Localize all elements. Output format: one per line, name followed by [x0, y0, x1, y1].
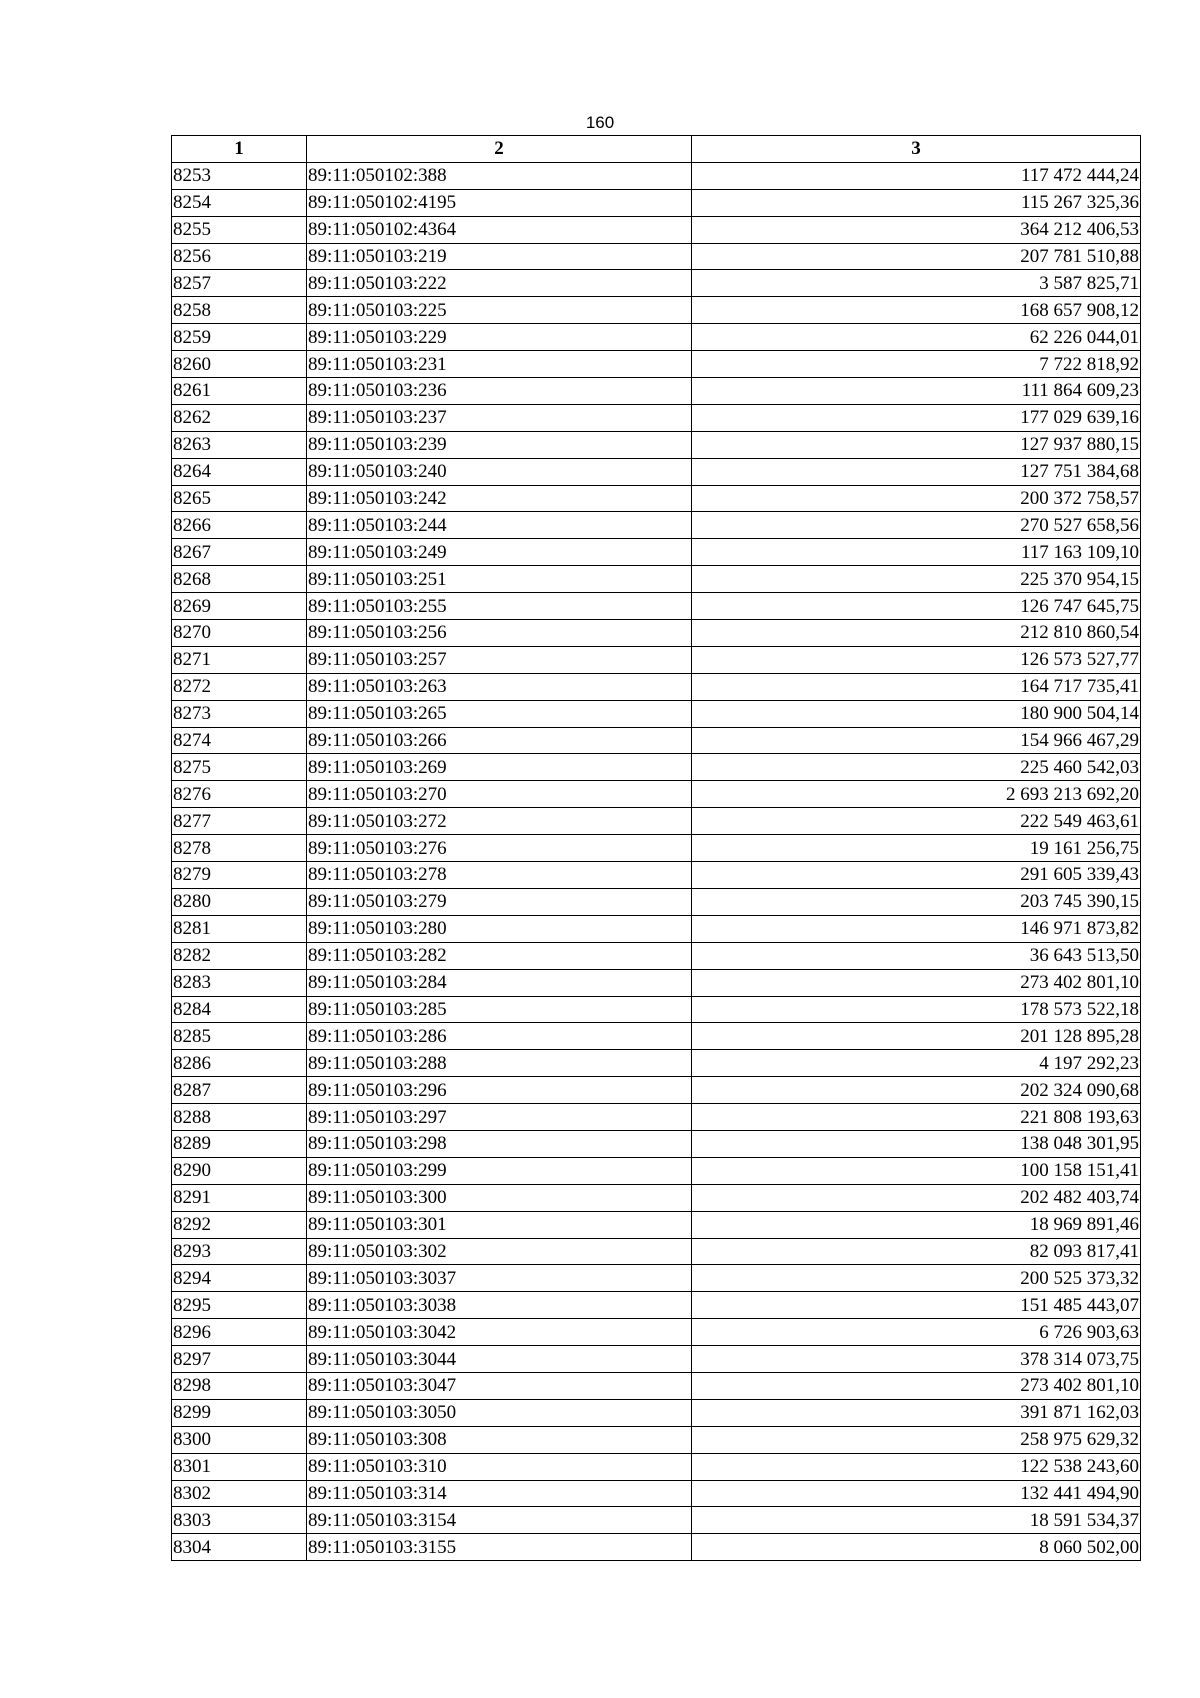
row-number-cell: 8284	[172, 996, 307, 1023]
cadastral-number-cell: 89:11:050103:237	[307, 404, 692, 431]
table-row	[172, 1507, 1141, 1534]
table-row	[172, 727, 1141, 754]
value-cell: 7 722 818,92	[692, 351, 1141, 378]
value-cell: 364 212 406,53	[692, 216, 1141, 243]
table-row	[172, 1534, 1141, 1561]
cadastral-number-cell: 89:11:050102:4364	[307, 216, 692, 243]
row-number-cell: 8304	[172, 1534, 307, 1561]
value-cell: 4 197 292,23	[692, 1050, 1141, 1077]
row-number-cell: 8274	[172, 727, 307, 754]
column-header-1: 1	[172, 136, 307, 163]
table-row	[172, 458, 1141, 485]
row-number-cell: 8285	[172, 1023, 307, 1050]
row-number-cell: 8302	[172, 1480, 307, 1507]
table-row	[172, 351, 1141, 378]
row-number-cell: 8255	[172, 216, 307, 243]
column-header-3: 3	[692, 136, 1141, 163]
cadastral-number-cell: 89:11:050103:285	[307, 996, 692, 1023]
row-number-cell: 8283	[172, 969, 307, 996]
row-number-cell: 8303	[172, 1507, 307, 1534]
value-cell: 212 810 860,54	[692, 620, 1141, 647]
value-cell: 82 093 817,41	[692, 1238, 1141, 1265]
cadastral-number-cell: 89:11:050103:308	[307, 1426, 692, 1453]
table-row	[172, 1346, 1141, 1373]
cadastral-number-cell: 89:11:050103:256	[307, 620, 692, 647]
value-cell: 115 267 325,36	[692, 189, 1141, 216]
value-cell: 19 161 256,75	[692, 835, 1141, 862]
table-row	[172, 189, 1141, 216]
value-cell: 117 163 109,10	[692, 539, 1141, 566]
table-row	[172, 1238, 1141, 1265]
table-row	[172, 1292, 1141, 1319]
cadastral-number-cell: 89:11:050103:222	[307, 270, 692, 297]
table-row	[172, 1453, 1141, 1480]
cadastral-number-cell: 89:11:050103:282	[307, 942, 692, 969]
table-row	[172, 888, 1141, 915]
value-cell: 221 808 193,63	[692, 1104, 1141, 1131]
row-number-cell: 8253	[172, 162, 307, 189]
table-row	[172, 808, 1141, 835]
cadastral-number-cell: 89:11:050103:278	[307, 862, 692, 889]
row-number-cell: 8268	[172, 566, 307, 593]
row-number-cell: 8282	[172, 942, 307, 969]
value-cell: 273 402 801,10	[692, 969, 1141, 996]
cadastral-number-cell: 89:11:050103:229	[307, 324, 692, 351]
value-cell: 122 538 243,60	[692, 1453, 1141, 1480]
cadastral-number-cell: 89:11:050103:3154	[307, 1507, 692, 1534]
table-row	[172, 1157, 1141, 1184]
table-row	[172, 216, 1141, 243]
cadastral-number-cell: 89:11:050103:242	[307, 485, 692, 512]
row-number-cell: 8257	[172, 270, 307, 297]
table-row	[172, 673, 1141, 700]
cadastral-number-cell: 89:11:050103:231	[307, 351, 692, 378]
registry-table	[171, 135, 1141, 1561]
cadastral-number-cell: 89:11:050103:299	[307, 1157, 692, 1184]
table-row	[172, 646, 1141, 673]
cadastral-number-cell: 89:11:050103:300	[307, 1184, 692, 1211]
table-row	[172, 915, 1141, 942]
row-number-cell: 8287	[172, 1077, 307, 1104]
cadastral-number-cell: 89:11:050103:270	[307, 781, 692, 808]
row-number-cell: 8263	[172, 431, 307, 458]
row-number-cell: 8269	[172, 593, 307, 620]
cadastral-number-cell: 89:11:050103:280	[307, 915, 692, 942]
table-row	[172, 593, 1141, 620]
table-row	[172, 162, 1141, 189]
value-cell: 168 657 908,12	[692, 297, 1141, 324]
cadastral-number-cell: 89:11:050103:266	[307, 727, 692, 754]
cadastral-number-cell: 89:11:050103:3047	[307, 1372, 692, 1399]
row-number-cell: 8259	[172, 324, 307, 351]
table-row	[172, 862, 1141, 889]
value-cell: 62 226 044,01	[692, 324, 1141, 351]
value-cell: 127 751 384,68	[692, 458, 1141, 485]
cadastral-number-cell: 89:11:050103:225	[307, 297, 692, 324]
cadastral-number-cell: 89:11:050103:3050	[307, 1399, 692, 1426]
table-row	[172, 566, 1141, 593]
table-row	[172, 969, 1141, 996]
value-cell: 100 158 151,41	[692, 1157, 1141, 1184]
row-number-cell: 8286	[172, 1050, 307, 1077]
table-row	[172, 1184, 1141, 1211]
table-body	[172, 162, 1141, 1560]
value-cell: 391 871 162,03	[692, 1399, 1141, 1426]
cadastral-number-cell: 89:11:050103:288	[307, 1050, 692, 1077]
value-cell: 203 745 390,15	[692, 888, 1141, 915]
table-row	[172, 1372, 1141, 1399]
table-row	[172, 1104, 1141, 1131]
row-number-cell: 8278	[172, 835, 307, 862]
row-number-cell: 8261	[172, 378, 307, 405]
cadastral-number-cell: 89:11:050103:298	[307, 1130, 692, 1157]
table-row	[172, 1426, 1141, 1453]
value-cell: 154 966 467,29	[692, 727, 1141, 754]
table-row	[172, 512, 1141, 539]
row-number-cell: 8298	[172, 1372, 307, 1399]
cadastral-number-cell: 89:11:050103:219	[307, 243, 692, 270]
row-number-cell: 8275	[172, 754, 307, 781]
value-cell: 36 643 513,50	[692, 942, 1141, 969]
value-cell: 222 549 463,61	[692, 808, 1141, 835]
row-number-cell: 8266	[172, 512, 307, 539]
table-header	[172, 136, 1141, 163]
value-cell: 258 975 629,32	[692, 1426, 1141, 1453]
cadastral-number-cell: 89:11:050103:3037	[307, 1265, 692, 1292]
value-cell: 291 605 339,43	[692, 862, 1141, 889]
row-number-cell: 8293	[172, 1238, 307, 1265]
value-cell: 126 573 527,77	[692, 646, 1141, 673]
table-row	[172, 1399, 1141, 1426]
cadastral-number-cell: 89:11:050103:3155	[307, 1534, 692, 1561]
value-cell: 225 370 954,15	[692, 566, 1141, 593]
row-number-cell: 8297	[172, 1346, 307, 1373]
cadastral-number-cell: 89:11:050103:314	[307, 1480, 692, 1507]
cadastral-number-cell: 89:11:050102:4195	[307, 189, 692, 216]
cadastral-number-cell: 89:11:050103:3042	[307, 1319, 692, 1346]
value-cell: 2 693 213 692,20	[692, 781, 1141, 808]
page-number: 160	[585, 113, 615, 132]
table-row	[172, 1265, 1141, 1292]
cadastral-number-cell: 89:11:050103:279	[307, 888, 692, 915]
table-row	[172, 754, 1141, 781]
cadastral-number-cell: 89:11:050103:265	[307, 700, 692, 727]
table-row	[172, 378, 1141, 405]
value-cell: 180 900 504,14	[692, 700, 1141, 727]
cadastral-number-cell: 89:11:050103:297	[307, 1104, 692, 1131]
value-cell: 151 485 443,07	[692, 1292, 1141, 1319]
row-number-cell: 8254	[172, 189, 307, 216]
cadastral-number-cell: 89:11:050103:302	[307, 1238, 692, 1265]
row-number-cell: 8294	[172, 1265, 307, 1292]
row-number-cell: 8262	[172, 404, 307, 431]
table-row	[172, 835, 1141, 862]
value-cell: 18 591 534,37	[692, 1507, 1141, 1534]
value-cell: 164 717 735,41	[692, 673, 1141, 700]
table-row	[172, 620, 1141, 647]
value-cell: 3 587 825,71	[692, 270, 1141, 297]
value-cell: 132 441 494,90	[692, 1480, 1141, 1507]
cadastral-number-cell: 89:11:050103:263	[307, 673, 692, 700]
cadastral-number-cell: 89:11:050103:269	[307, 754, 692, 781]
row-number-cell: 8299	[172, 1399, 307, 1426]
row-number-cell: 8272	[172, 673, 307, 700]
table-row	[172, 243, 1141, 270]
column-header-2: 2	[307, 136, 692, 163]
cadastral-number-cell: 89:11:050103:255	[307, 593, 692, 620]
cadastral-number-cell: 89:11:050103:251	[307, 566, 692, 593]
cadastral-number-cell: 89:11:050103:3038	[307, 1292, 692, 1319]
row-number-cell: 8271	[172, 646, 307, 673]
table-row	[172, 324, 1141, 351]
row-number-cell: 8290	[172, 1157, 307, 1184]
value-cell: 8 060 502,00	[692, 1534, 1141, 1561]
table-row	[172, 539, 1141, 566]
header-row	[172, 136, 1141, 163]
row-number-cell: 8270	[172, 620, 307, 647]
value-cell: 146 971 873,82	[692, 915, 1141, 942]
row-number-cell: 8295	[172, 1292, 307, 1319]
table-row	[172, 431, 1141, 458]
row-number-cell: 8265	[172, 485, 307, 512]
row-number-cell: 8296	[172, 1319, 307, 1346]
row-number-cell: 8280	[172, 888, 307, 915]
value-cell: 200 372 758,57	[692, 485, 1141, 512]
value-cell: 207 781 510,88	[692, 243, 1141, 270]
row-number-cell: 8291	[172, 1184, 307, 1211]
row-number-cell: 8289	[172, 1130, 307, 1157]
table-row	[172, 1211, 1141, 1238]
row-number-cell: 8292	[172, 1211, 307, 1238]
cadastral-number-cell: 89:11:050103:296	[307, 1077, 692, 1104]
value-cell: 201 128 895,28	[692, 1023, 1141, 1050]
row-number-cell: 8281	[172, 915, 307, 942]
value-cell: 18 969 891,46	[692, 1211, 1141, 1238]
cadastral-number-cell: 89:11:050103:236	[307, 378, 692, 405]
row-number-cell: 8256	[172, 243, 307, 270]
row-number-cell: 8279	[172, 862, 307, 889]
table-row	[172, 297, 1141, 324]
table-row	[172, 996, 1141, 1023]
cadastral-number-cell: 89:11:050103:276	[307, 835, 692, 862]
value-cell: 225 460 542,03	[692, 754, 1141, 781]
table-row	[172, 404, 1141, 431]
cadastral-number-cell: 89:11:050102:388	[307, 162, 692, 189]
cadastral-number-cell: 89:11:050103:3044	[307, 1346, 692, 1373]
table-row	[172, 1319, 1141, 1346]
cadastral-number-cell: 89:11:050103:310	[307, 1453, 692, 1480]
cadastral-number-cell: 89:11:050103:239	[307, 431, 692, 458]
table-row	[172, 1130, 1141, 1157]
row-number-cell: 8300	[172, 1426, 307, 1453]
table-row	[172, 1023, 1141, 1050]
value-cell: 126 747 645,75	[692, 593, 1141, 620]
cadastral-number-cell: 89:11:050103:244	[307, 512, 692, 539]
row-number-cell: 8277	[172, 808, 307, 835]
table-row	[172, 942, 1141, 969]
table-row	[172, 781, 1141, 808]
cadastral-number-cell: 89:11:050103:257	[307, 646, 692, 673]
row-number-cell: 8273	[172, 700, 307, 727]
value-cell: 202 324 090,68	[692, 1077, 1141, 1104]
value-cell: 117 472 444,24	[692, 162, 1141, 189]
value-cell: 138 048 301,95	[692, 1130, 1141, 1157]
row-number-cell: 8301	[172, 1453, 307, 1480]
value-cell: 177 029 639,16	[692, 404, 1141, 431]
cadastral-number-cell: 89:11:050103:240	[307, 458, 692, 485]
table-row	[172, 1077, 1141, 1104]
table-row	[172, 485, 1141, 512]
table-row	[172, 1480, 1141, 1507]
value-cell: 378 314 073,75	[692, 1346, 1141, 1373]
value-cell: 6 726 903,63	[692, 1319, 1141, 1346]
row-number-cell: 8260	[172, 351, 307, 378]
cadastral-number-cell: 89:11:050103:249	[307, 539, 692, 566]
cadastral-number-cell: 89:11:050103:284	[307, 969, 692, 996]
value-cell: 202 482 403,74	[692, 1184, 1141, 1211]
row-number-cell: 8288	[172, 1104, 307, 1131]
table-row	[172, 270, 1141, 297]
row-number-cell: 8267	[172, 539, 307, 566]
value-cell: 127 937 880,15	[692, 431, 1141, 458]
cadastral-number-cell: 89:11:050103:301	[307, 1211, 692, 1238]
row-number-cell: 8264	[172, 458, 307, 485]
cadastral-number-cell: 89:11:050103:286	[307, 1023, 692, 1050]
table-row	[172, 1050, 1141, 1077]
cadastral-number-cell: 89:11:050103:272	[307, 808, 692, 835]
row-number-cell: 8276	[172, 781, 307, 808]
value-cell: 273 402 801,10	[692, 1372, 1141, 1399]
value-cell: 200 525 373,32	[692, 1265, 1141, 1292]
value-cell: 270 527 658,56	[692, 512, 1141, 539]
table-row	[172, 700, 1141, 727]
value-cell: 178 573 522,18	[692, 996, 1141, 1023]
value-cell: 111 864 609,23	[692, 378, 1141, 405]
row-number-cell: 8258	[172, 297, 307, 324]
